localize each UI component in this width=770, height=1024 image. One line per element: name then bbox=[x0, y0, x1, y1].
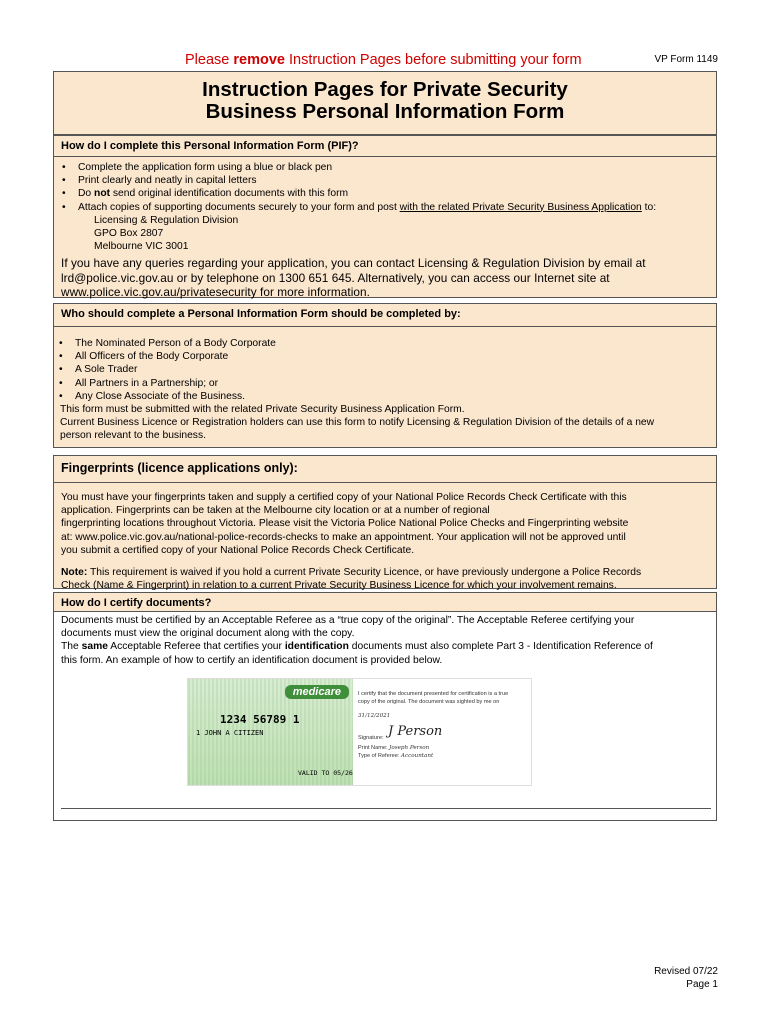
instruction-list bbox=[54, 161, 716, 214]
section-heading: How do I certify documents? bbox=[61, 597, 212, 609]
divider bbox=[54, 482, 716, 483]
divider bbox=[54, 156, 716, 157]
applicant-list bbox=[54, 337, 716, 403]
title-line: Instruction Pages for Private Security bbox=[202, 78, 568, 101]
notice-text: Please bbox=[185, 52, 234, 68]
fingerprints-paragraph: You must have your fingerprints taken and supply a certified copy of your National Police Records Check Certificate with this application. Fingerprints can be taken at the Melbourne city location or at a number of regional fingerprinting locations throughout Victoria. Please visit the Victoria Police National Police Checks and Fingerprinting website at: www.police.vic.gov.au/national-police-records-checks to make an appointment. Your application will not be approved until you submit a certified copy of your National Police Records Check Certificate. bbox=[61, 492, 629, 556]
address-line: GPO Box 2807 bbox=[94, 228, 164, 240]
form-number: VP Form 1149 bbox=[654, 54, 718, 65]
list-item: • Print clearly and neatly in capital letters bbox=[62, 175, 257, 187]
list-item: • Attach copies of supporting documents securely to your form and post with the related Private Security Business Application to: bbox=[62, 201, 657, 213]
list-item: • The Nominated Person of a Body Corporate bbox=[59, 338, 276, 349]
divider bbox=[54, 326, 716, 327]
notice-emphasis: remove bbox=[233, 52, 285, 68]
list-item: • Any Close Associate of the Business. bbox=[59, 390, 245, 402]
card-number: 1234 56789 1 bbox=[220, 713, 300, 726]
card-valid-to: VALID TO 05/26 bbox=[298, 769, 353, 777]
queries-paragraph: If you have any queries regarding your application, you can contact Licensing & Regulation Division by email at lrd@police.vic.gov.au or by telephone on 1300 651 645. Alternatively, you can access our Internet site at www.police.vic.gov.au/privatesecurity for more information. bbox=[61, 256, 646, 300]
section-fingerprints bbox=[53, 455, 717, 592]
list-item: • Do not send original identification documents with this form bbox=[62, 188, 349, 200]
certification-date: 31/12/2021 bbox=[358, 713, 391, 719]
title-line: Business Personal Information Form bbox=[205, 100, 565, 123]
certify-paragraph: Documents must be certified by an Acceptable Referee as a “true copy of the original”. The Acceptable Referee certifying your documents must view the original document along with the copy. The same Acceptable Referee that certifies your identification documents must also complete Part 3 - Identification Reference of this form. An example of how to certify an identification document is provided below. bbox=[61, 615, 653, 666]
removal-notice bbox=[185, 52, 582, 68]
section-header-band bbox=[54, 593, 716, 612]
submission-note: This form must be submitted with the related Private Security Business Application Form. Current Business Licence or Registration holders can use this form to notify Licensing & Regulation Division of the details of a new person relevant to the business. bbox=[60, 404, 655, 442]
address-line: Licensing & Regulation Division bbox=[94, 214, 239, 226]
card-holder-name: 1 JOHN A CITIZEN bbox=[196, 729, 264, 737]
postal-address bbox=[54, 214, 716, 254]
page-title bbox=[53, 71, 717, 135]
list-item: • All Partners in a Partnership; or bbox=[59, 377, 219, 389]
list-item: • A Sole Trader bbox=[59, 364, 138, 376]
medicare-logo: medicare bbox=[285, 685, 349, 699]
page-footer bbox=[654, 965, 718, 991]
certification-example-image bbox=[187, 678, 532, 786]
list-item: • All Officers of the Body Corporate bbox=[59, 351, 229, 363]
page-number: Page 1 bbox=[686, 979, 718, 990]
waiver-note: Note: This requirement is waived if you hold a current Private Security Licence, or have previously undergone a Police Records Check (Name & Fingerprint) in relation to a current Private Security Business Licence for which your involvement remains. bbox=[61, 567, 642, 592]
signature-image: J Person bbox=[388, 724, 443, 739]
medicare-card-image bbox=[188, 679, 353, 785]
section-heading: Fingerprints (licence applications only): bbox=[61, 461, 298, 475]
address-line: Melbourne VIC 3001 bbox=[94, 241, 189, 253]
certification-statement: I certify that the document presented for certification is a true copy of the original. The document was sighted by me on 31/12/2021 Signature: J Person Print Name: Joseph Person Type of Referee: Accountant bbox=[358, 691, 509, 759]
list-item: • Complete the application form using a blue or black pen bbox=[62, 162, 333, 173]
revision-date: Revised 07/22 bbox=[654, 966, 718, 977]
section-who-should-complete bbox=[53, 303, 717, 448]
notice-text: Instruction Pages before submitting your form bbox=[284, 52, 582, 68]
section-heading: How do I complete this Personal Information Form (PIF)? bbox=[61, 140, 359, 152]
section-heading: Who should complete a Personal Information Form should be completed by: bbox=[61, 308, 461, 320]
horizontal-rule bbox=[61, 808, 711, 809]
top-banner bbox=[0, 52, 770, 70]
section-how-to-complete bbox=[53, 135, 717, 298]
